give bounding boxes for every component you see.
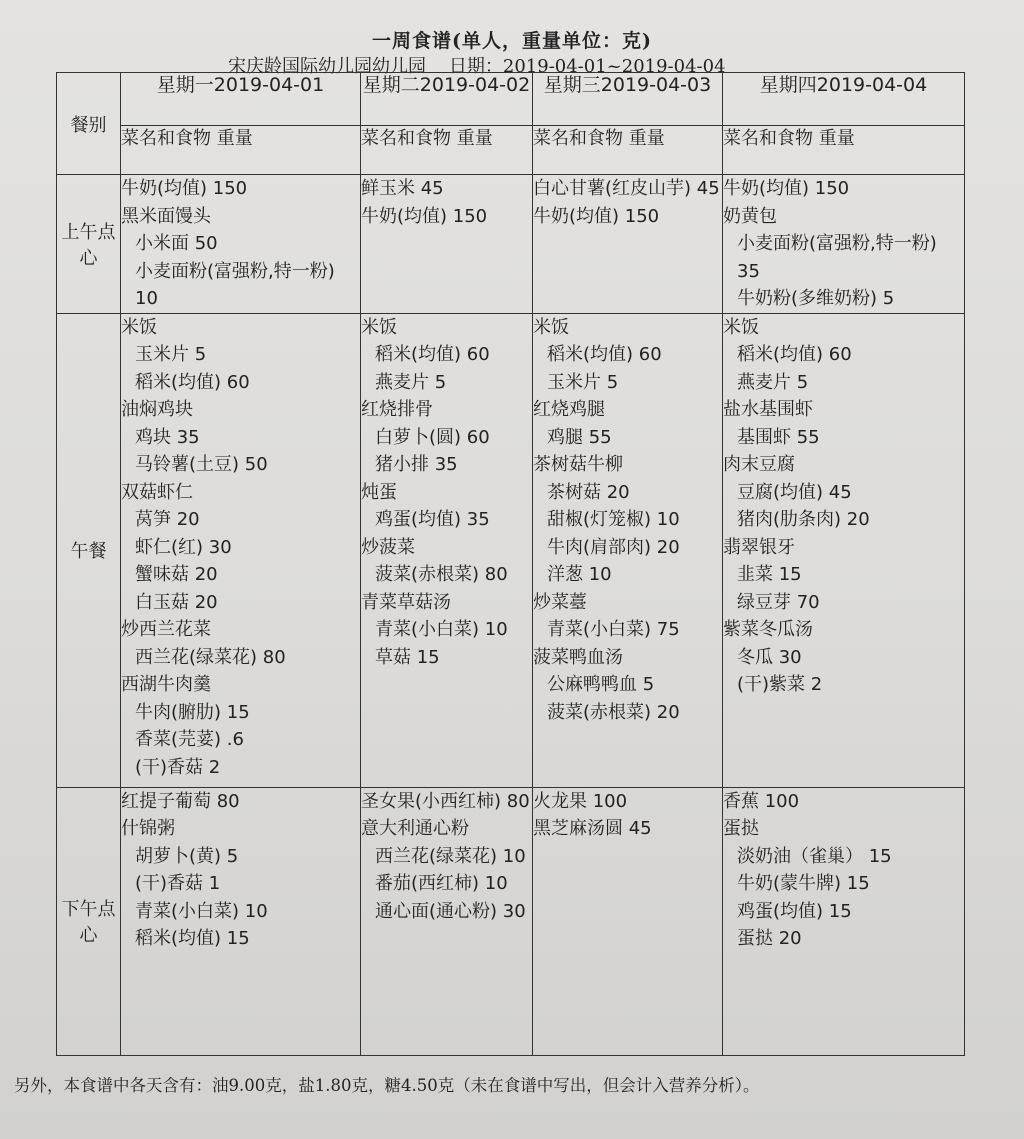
menu-cell (533, 787, 723, 1055)
menu-line: 盐水基围虾 (723, 399, 813, 420)
menu-line: 甜椒(灯笼椒) 10 (547, 509, 680, 530)
menu-line: 西兰花(绿菜花) 80 (135, 646, 286, 668)
meal-row (57, 175, 965, 314)
menu-line: 鲜玉米 45 (361, 178, 444, 199)
menu-line: 炖蛋 (361, 481, 397, 503)
menu-cell (533, 175, 723, 314)
menu-line: 青菜(小白菜) 75 (547, 619, 680, 640)
menu-line: 草菇 15 (375, 646, 440, 668)
menu-line: 白萝卜(圆) 60 (375, 426, 490, 448)
menu-line: 小麦面粉(富强粉,特一粉) 35 (737, 233, 937, 282)
meal-row (57, 313, 965, 787)
menu-line: 蟹味菇 20 (135, 564, 218, 585)
menu-line: 菠菜鸭血汤 (533, 646, 623, 668)
header-row (57, 73, 965, 126)
menu-line: 公麻鸭鸭血 5 (547, 674, 655, 695)
menu-line: 炒菜薹 (533, 591, 587, 613)
menu-line: 红提子葡萄 80 (121, 790, 240, 812)
menu-table (56, 72, 965, 1056)
menu-line: 西湖牛肉羹 (121, 674, 211, 695)
menu-line: 燕麦片 5 (375, 371, 447, 393)
menu-cell (121, 175, 361, 314)
menu-cell (361, 313, 533, 787)
menu-line: 马铃薯(土豆) 50 (135, 454, 268, 475)
menu-line: 香蕉 100 (723, 790, 800, 812)
menu-line: 牛奶(均值) 150 (533, 205, 660, 227)
menu-line: 蛋挞 20 (737, 928, 802, 949)
menu-line: 黑米面馒头 (121, 205, 211, 227)
menu-line: 青菜(小白菜) 10 (135, 900, 268, 922)
menu-line: 虾仁(红) 30 (135, 536, 232, 558)
menu-line: 鸡腿 55 (547, 426, 612, 448)
menu-line: 稻米(均值) 60 (547, 344, 662, 365)
menu-line: 玉米片 5 (547, 371, 619, 393)
menu-cell (533, 313, 723, 787)
menu-line: 冬瓜 30 (737, 646, 802, 668)
menu-line: 什锦粥 (121, 818, 175, 839)
menu-line: 奶黄包 (723, 205, 777, 227)
menu-line: 莴笋 20 (135, 509, 200, 530)
menu-line: 双菇虾仁 (121, 481, 193, 503)
menu-line: 豆腐(均值) 45 (737, 481, 852, 503)
day-header: 星期四2019-04-04 (723, 73, 965, 126)
dish-weight-header: 菜名和食物 重量 (723, 126, 965, 175)
menu-line: 意大利通心粉 (361, 818, 469, 839)
menu-cell (723, 787, 965, 1055)
menu-line: 炒西兰花菜 (121, 619, 211, 640)
dish-weight-header: 菜名和食物 重量 (361, 126, 533, 175)
menu-line: 白玉菇 20 (135, 591, 218, 613)
menu-line: 通心面(通心粉) 30 (375, 900, 526, 922)
menu-line: 青菜(小白菜) 10 (375, 619, 508, 640)
meal-type-header: 餐别 (57, 73, 121, 175)
subheader-row (57, 126, 965, 175)
day-header: 星期一2019-04-01 (121, 73, 361, 126)
dish-weight-header: 菜名和食物 重量 (121, 126, 361, 175)
menu-line: 绿豆芽 70 (737, 591, 820, 613)
school-and-date: 宋庆龄国际幼儿园幼儿园 日期：2019-04-01~2019-04-04 (228, 56, 726, 77)
meal-name: 上午点心 (57, 175, 121, 314)
menu-line: 牛奶(均值) 150 (121, 178, 248, 199)
menu-cell (723, 175, 965, 314)
menu-line: 翡翠银牙 (723, 536, 795, 558)
menu-line: 红烧排骨 (361, 399, 433, 420)
meal-row (57, 787, 965, 1055)
menu-line: 茶树菇 20 (547, 481, 630, 503)
menu-line: 米饭 (533, 316, 569, 338)
menu-line: (干)香菇 1 (135, 873, 221, 894)
meal-name: 下午点心 (57, 787, 121, 1055)
menu-line: 火龙果 100 (533, 790, 628, 812)
menu-line: 稻米(均值) 60 (737, 344, 852, 365)
menu-cell (723, 313, 965, 787)
menu-line: 稻米(均值) 60 (375, 344, 490, 365)
menu-cell (121, 313, 361, 787)
menu-line: 牛肉(腑肋) 15 (135, 701, 250, 723)
meal-name: 午餐 (57, 313, 121, 787)
menu-line: 米饭 (723, 316, 759, 338)
day-header: 星期二2019-04-02 (361, 73, 533, 126)
menu-line: 稻米(均值) 60 (135, 371, 250, 393)
menu-line: 油焖鸡块 (121, 399, 193, 420)
menu-line: 菠菜(赤根菜) 80 (375, 564, 508, 585)
menu-line: 鸡蛋(均值) 15 (737, 900, 852, 922)
menu-line: 牛肉(肩部肉) 20 (547, 536, 680, 558)
menu-line: 牛奶(均值) 150 (723, 178, 850, 199)
menu-line: 胡萝卜(黄) 5 (135, 845, 239, 867)
dish-weight-header: 菜名和食物 重量 (533, 126, 723, 175)
page-title: 一周食谱(单人，重量单位：克) (372, 30, 652, 52)
menu-line: 香菜(芫荽) .6 (135, 729, 244, 750)
menu-line: 小麦面粉(富强粉,特一粉) 10 (135, 260, 335, 309)
menu-line: 猪肉(肋条肉) 20 (737, 509, 870, 530)
menu-line: 牛奶(蒙牛牌) 15 (737, 873, 870, 894)
menu-line: 猪小排 35 (375, 454, 458, 475)
menu-line: 燕麦片 5 (737, 371, 809, 393)
menu-line: 圣女果(小西红柿) 80 (361, 790, 530, 812)
menu-cell (121, 787, 361, 1055)
menu-line: 白心甘薯(红皮山芋) 45 (533, 178, 720, 199)
footer-note: 另外，本食谱中各天含有：油9.00克，盐1.80克，糖4.50克（未在食谱中写出，但会计入营养分析）。 (14, 1076, 760, 1095)
menu-line: 蛋挞 (723, 818, 759, 839)
menu-line: 鸡块 35 (135, 426, 200, 448)
day-header: 星期三2019-04-03 (533, 73, 723, 126)
menu-line: 基围虾 55 (737, 426, 820, 448)
menu-line: 韭菜 15 (737, 564, 802, 585)
menu-line: 黑芝麻汤圆 45 (533, 818, 652, 839)
menu-line: 炒菠菜 (361, 536, 415, 558)
menu-line: 米饭 (361, 316, 397, 338)
menu-line: (干)香菇 2 (135, 756, 221, 778)
menu-line: 番茄(西红柿) 10 (375, 873, 508, 894)
menu-line: 菠菜(赤根菜) 20 (547, 701, 680, 723)
menu-line: 稻米(均值) 15 (135, 928, 250, 949)
menu-line: 肉末豆腐 (723, 454, 795, 475)
menu-line: 牛奶(均值) 150 (361, 205, 488, 227)
menu-line: 红烧鸡腿 (533, 399, 605, 420)
menu-cell (361, 787, 533, 1055)
menu-line: 青菜草菇汤 (361, 591, 451, 613)
menu-line: 鸡蛋(均值) 35 (375, 509, 490, 530)
menu-cell (361, 175, 533, 314)
menu-line: 玉米片 5 (135, 344, 207, 365)
menu-line: 牛奶粉(多维奶粉) 5 (737, 288, 895, 309)
menu-line: 洋葱 10 (547, 564, 612, 585)
menu-line: 小米面 50 (135, 233, 218, 254)
menu-line: 紫菜冬瓜汤 (723, 619, 813, 640)
menu-line: (干)紫菜 2 (737, 674, 823, 695)
menu-line: 淡奶油（雀巢） 15 (737, 845, 892, 867)
menu-line: 茶树菇牛柳 (533, 454, 623, 475)
menu-line: 米饭 (121, 316, 157, 338)
menu-line: 西兰花(绿菜花) 10 (375, 845, 526, 867)
